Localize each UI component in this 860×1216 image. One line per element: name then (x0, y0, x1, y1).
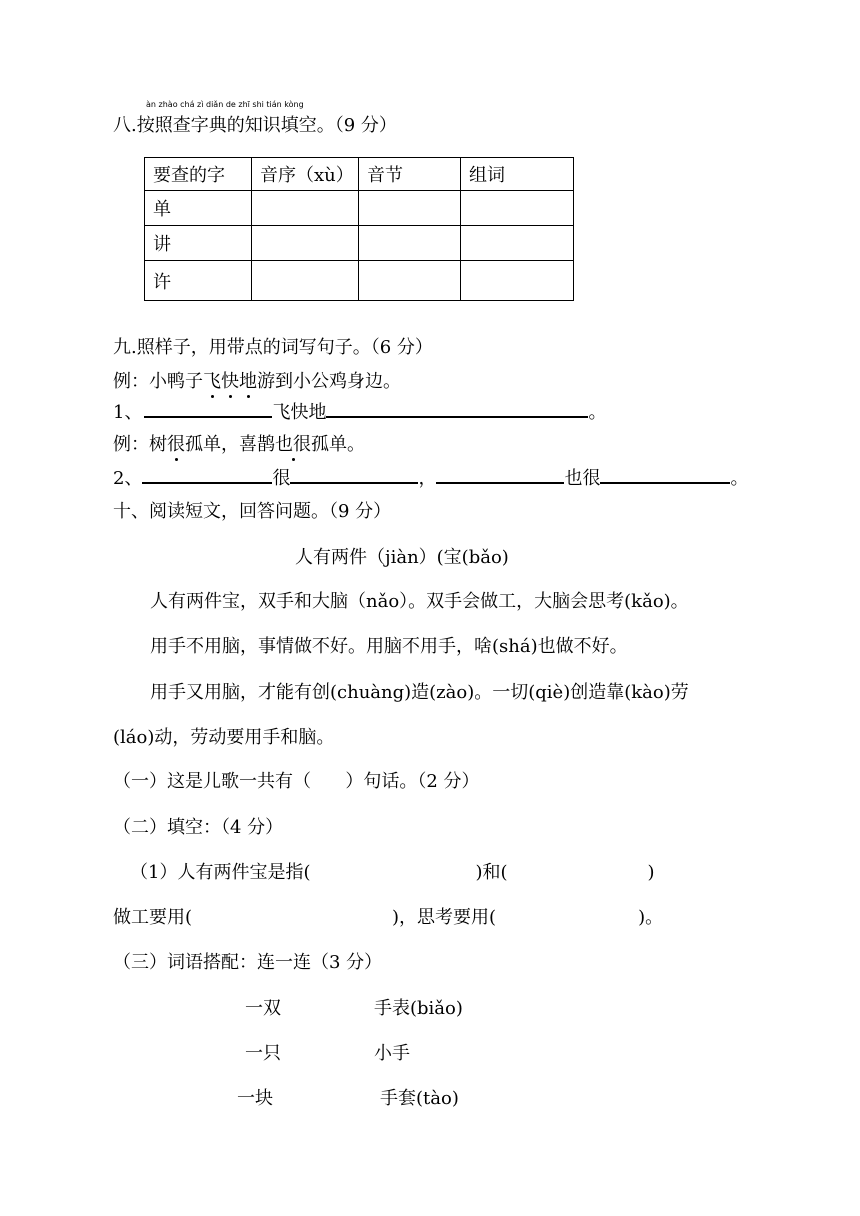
match-right-word[interactable]: 小手 (374, 1043, 410, 1064)
answer-blank[interactable] (600, 464, 730, 484)
example-text: 例：树 (113, 434, 167, 455)
dotted-char: 飞 (203, 367, 221, 393)
subquestion-1: （一）这是儿歌一共有（ ）句话。（2 分） (113, 771, 480, 792)
dotted-char: 快 (221, 367, 239, 393)
match-right-word[interactable]: 手套(tào) (380, 1088, 459, 1109)
fill-text: （1）人有两件宝是指( (130, 862, 311, 883)
dictionary-table (144, 157, 574, 301)
answer-cell[interactable] (461, 191, 574, 226)
header-cell: 要查的字 (145, 158, 252, 191)
answer-cell[interactable] (252, 226, 359, 261)
given-word: 飞快地 (272, 402, 327, 423)
table-row (145, 226, 574, 261)
table-row (145, 191, 574, 226)
char-cell: 许 (145, 261, 252, 301)
q8-title: 八.按照查字典的知识填空。（9 分） (113, 115, 397, 136)
poem-paragraph-1: 人有两件宝，双手和大脑（nǎo）。双手会做工，大脑会思考(kǎo)。 (150, 591, 689, 612)
header-cell: 音节 (359, 158, 461, 191)
q10-title: 十、阅读短文，回答问题。（9 分） (113, 501, 392, 522)
poem-title: 人有两件（jiàn）(宝(bǎo) (295, 547, 509, 568)
answer-cell[interactable] (461, 261, 574, 301)
given-word: 也很 (564, 468, 601, 489)
example-text: 孤单。 (311, 434, 365, 455)
q9-example1 (113, 367, 401, 393)
line-number: 2、 (113, 468, 143, 489)
header-cell: 音序（xù） (252, 158, 359, 191)
dotted-char: 很 (167, 430, 185, 456)
s2-line-1 (130, 858, 655, 884)
dotted-char: 也很 (275, 430, 311, 456)
comma: ， (418, 468, 437, 489)
q9-line2 (113, 464, 748, 490)
fill-text: )。 (638, 907, 664, 928)
answer-cell[interactable] (359, 261, 461, 301)
answer-cell[interactable] (461, 226, 574, 261)
fill-text: ) (647, 862, 655, 883)
answer-cell[interactable] (359, 226, 461, 261)
match-left-word[interactable]: 一只 (245, 1043, 281, 1064)
answer-cell[interactable] (252, 261, 359, 301)
subquestion-3: （三）词语搭配：连一连（3 分） (113, 952, 383, 973)
line-end: 。 (730, 468, 749, 489)
poem-paragraph-3b: (láo)动，劳动要用手和脑。 (113, 727, 335, 748)
line-number: 1、 (113, 402, 143, 423)
header-cell: 组词 (461, 158, 574, 191)
char-cell: 单 (145, 191, 252, 226)
poem-paragraph-3a: 用手又用脑，才能有创(chuàng)造(zào)。一切(qiè)创造靠(kào)劳 (150, 682, 689, 703)
answer-blank[interactable] (142, 464, 272, 484)
answer-blank[interactable] (436, 464, 564, 484)
q9-line1 (113, 398, 606, 424)
char-cell: 讲 (145, 226, 252, 261)
match-right-word[interactable]: 手表(biǎo) (374, 998, 463, 1019)
line-end: 。 (588, 402, 607, 423)
table-header-row (145, 158, 574, 191)
q8-pinyin: àn zhào chá zì diǎn de zhī shi tián kòng (146, 100, 304, 109)
poem-paragraph-2: 用手不用脑，事情做不好。用脑不用手，啥(shá)也做不好。 (150, 636, 628, 657)
answer-cell[interactable] (252, 191, 359, 226)
q9-title: 九.照样子，用带点的词写句子。（6 分） (113, 337, 433, 358)
fill-text: )，思考要用( (392, 907, 497, 928)
example-text: 孤单，喜鹊 (185, 434, 275, 455)
fill-text: )和( (475, 862, 508, 883)
subquestion-2: （二）填空：（4 分） (113, 817, 284, 838)
answer-cell[interactable] (359, 191, 461, 226)
example-text: 例：小鸭子 (113, 371, 203, 392)
table-row (145, 261, 574, 301)
given-word: 很 (272, 468, 291, 489)
answer-blank[interactable] (290, 464, 418, 484)
answer-blank[interactable] (326, 398, 588, 418)
answer-blank[interactable] (144, 398, 272, 418)
q9-example2 (113, 430, 365, 456)
match-left-word[interactable]: 一块 (237, 1088, 273, 1109)
example-text: 游到小公鸡身边。 (257, 371, 401, 392)
match-left-word[interactable]: 一双 (245, 998, 281, 1019)
fill-text: 做工要用( (113, 907, 193, 928)
dotted-char: 地 (239, 367, 257, 393)
s2-line-2 (113, 903, 663, 929)
